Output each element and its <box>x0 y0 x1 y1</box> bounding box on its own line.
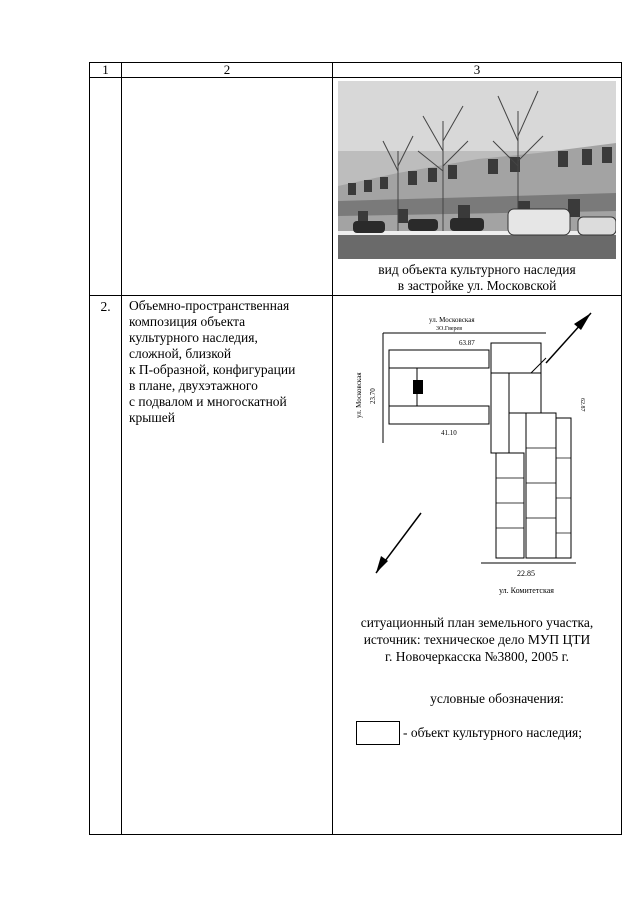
plan-label-dim-right: 62.87 <box>579 398 585 412</box>
header-col-2: 2 <box>122 63 333 78</box>
legend-title: условные обозначения: <box>430 691 564 706</box>
description-line: в плане, двухэтажного <box>129 378 258 393</box>
photo-caption <box>333 262 621 294</box>
plan-label-street-top: ул. Московская <box>429 316 475 324</box>
plan-caption-line: ситуационный план земельного участка, <box>360 615 594 630</box>
description-line: к П-образной, конфигурации <box>129 362 296 377</box>
description-line: с подвалом и многоскатной <box>129 394 287 409</box>
row1-number-cell <box>90 78 122 296</box>
plan-label-street-left: ул. Московская <box>355 372 363 418</box>
photo-caption-line-1: вид объекта культурного наследия <box>378 262 576 277</box>
row2-description <box>122 296 333 835</box>
table-row <box>90 78 622 296</box>
header-row <box>90 63 622 78</box>
plan-caption-line: источник: техническое дело МУП ЦТИ <box>363 632 591 647</box>
heritage-table <box>89 62 622 835</box>
header-col-1: 1 <box>90 63 122 78</box>
header-col-3: 3 <box>333 63 622 78</box>
row1-description-cell <box>122 78 333 296</box>
legend-swatch <box>356 721 400 745</box>
description-line: крышей <box>129 410 175 425</box>
row2-number: 2. <box>90 296 122 835</box>
plan-caption-line: г. Новочеркасска №3800, 2005 г. <box>385 649 569 664</box>
row1-image-cell <box>333 78 622 296</box>
description-line: сложной, близкой <box>129 346 232 361</box>
table-row <box>90 296 622 835</box>
site-plan <box>341 308 611 608</box>
description-line: Объемно-пространственная <box>129 298 290 313</box>
photo-caption-line-2: в застройке ул. Московской <box>397 278 557 293</box>
street-photo <box>338 81 616 259</box>
plan-caption <box>333 614 621 665</box>
plan-label-dim-mid: 41.10 <box>441 429 457 437</box>
plan-label-street-top2: 3О.Гверев <box>436 326 463 332</box>
plan-label-dim-left: 23.70 <box>369 388 377 404</box>
plan-label-dim-bottom: 22.85 <box>517 569 535 578</box>
description-line: композиция объекта <box>129 314 246 329</box>
plan-label-dim-top: 63.87 <box>459 339 475 347</box>
legend-item <box>356 721 621 745</box>
plan-label-street-bottom: ул. Комитетская <box>499 586 554 595</box>
legend-text: - объект культурного наследия; <box>403 725 583 740</box>
row2-plan-cell <box>333 296 622 835</box>
description-line: культурного наследия, <box>129 330 258 345</box>
